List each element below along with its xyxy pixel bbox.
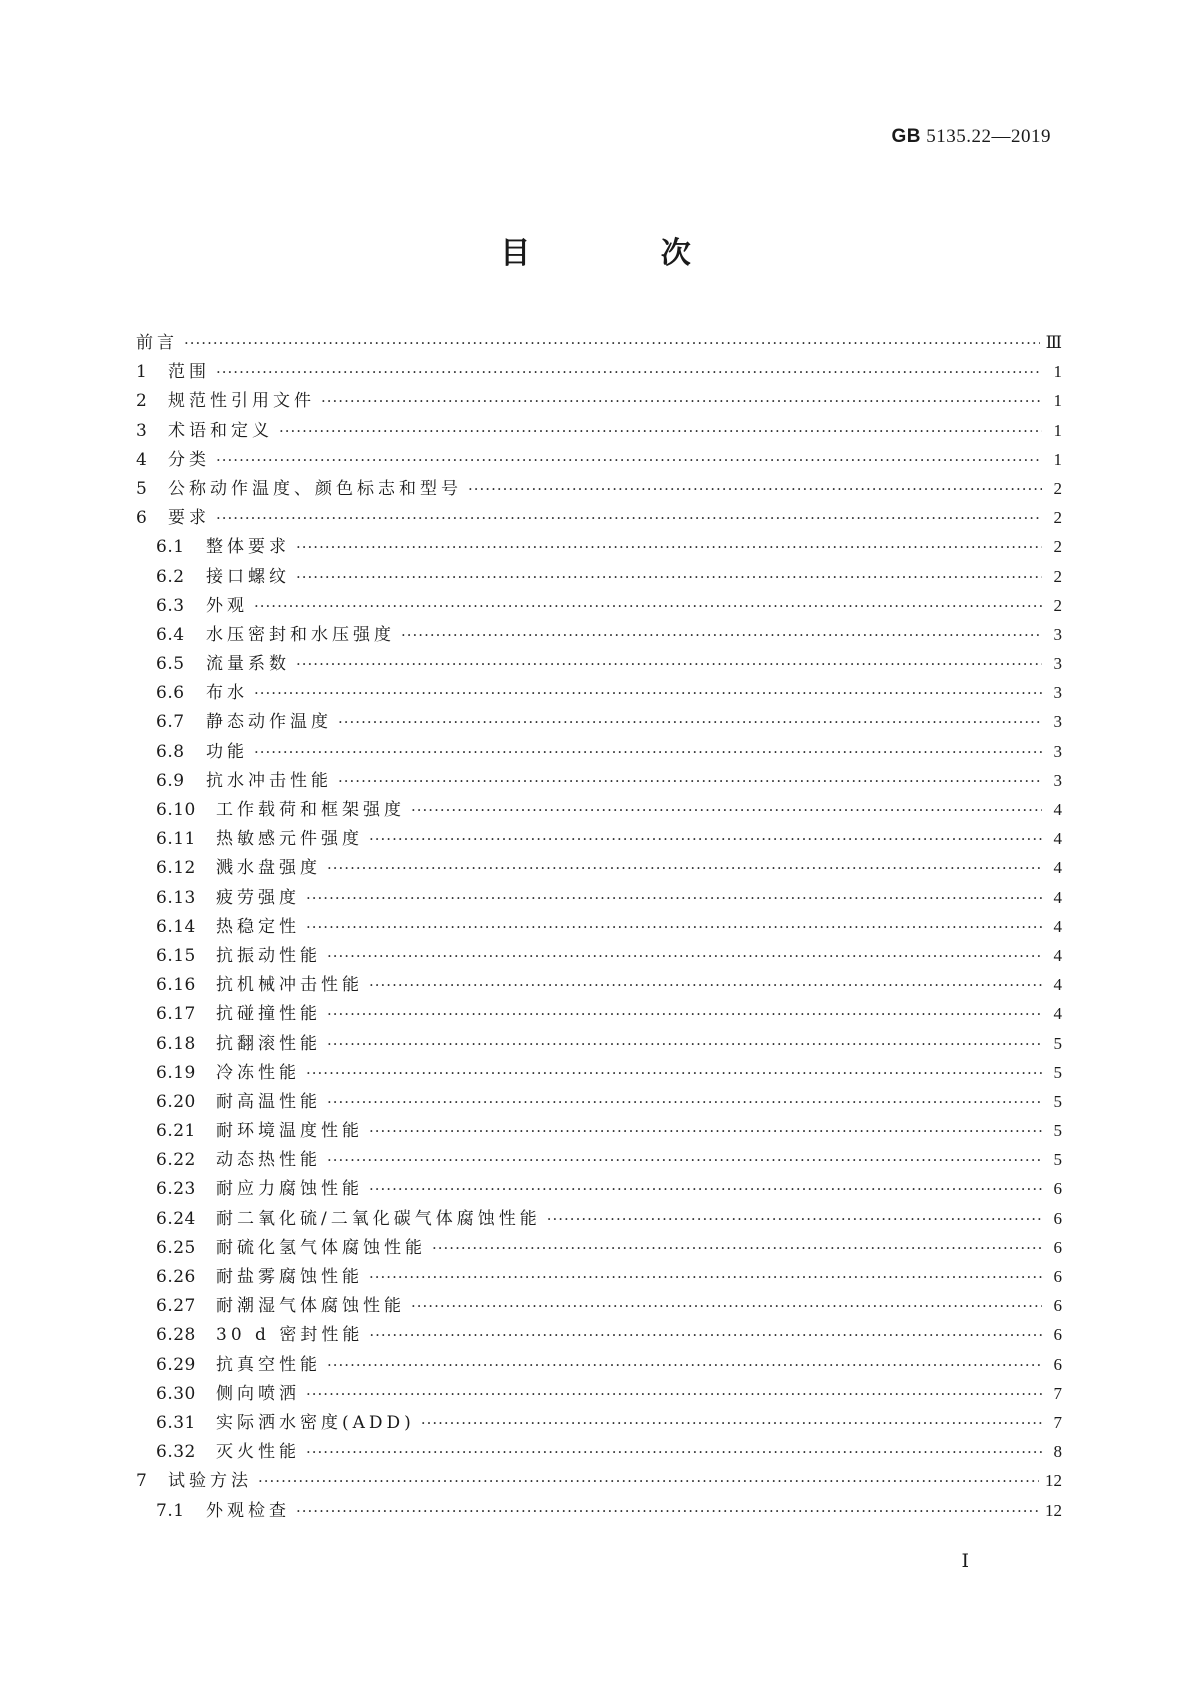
toc-entry[interactable]: [136, 1029, 1062, 1058]
toc-leader-dots: [369, 1175, 1042, 1204]
toc-entry[interactable]: [136, 1496, 1062, 1525]
toc-entry[interactable]: [136, 766, 1062, 795]
toc-leader-dots: [369, 1117, 1042, 1146]
toc-leader-dots: [254, 738, 1042, 767]
toc-entry[interactable]: [136, 1350, 1062, 1379]
toc-entry-page: 7: [1053, 1383, 1062, 1403]
toc-entry-page: 3: [1053, 654, 1062, 674]
toc-entry-number: 6.18: [156, 1033, 196, 1054]
toc-entry-page: 4: [1053, 945, 1062, 965]
toc-entry-number: 2: [136, 391, 148, 412]
toc-entry-number: 6.14: [156, 916, 196, 937]
toc-entry-page: 3: [1053, 741, 1062, 761]
toc-entry-number: 6.21: [156, 1121, 196, 1142]
toc-leader-dots: [327, 942, 1042, 971]
toc-entry-label: 范围: [168, 362, 210, 383]
toc-leader-dots: [216, 504, 1042, 533]
toc-entry-number: 6.27: [156, 1296, 196, 1317]
toc-entry[interactable]: [136, 795, 1062, 824]
toc-entry[interactable]: [136, 1437, 1062, 1466]
toc-entry-page: 6: [1053, 1208, 1062, 1228]
toc-entry-label: 抗碰撞性能: [216, 1004, 321, 1025]
toc-leader-dots: [216, 446, 1042, 475]
toc-leader-dots: [296, 533, 1042, 562]
toc-leader-dots: [401, 621, 1042, 650]
toc-entry-label: 抗真空性能: [216, 1354, 321, 1375]
toc-entry-label: 耐应力腐蚀性能: [216, 1179, 363, 1200]
toc-entry-page: 6: [1053, 1296, 1062, 1316]
toc-entry-page: 7: [1053, 1412, 1062, 1432]
toc-entry-page: 4: [1053, 800, 1062, 819]
toc-entry-number: 5: [136, 478, 148, 499]
toc-entry-number: 6.6: [156, 683, 185, 704]
toc-leader-dots: [216, 358, 1042, 387]
toc-entry[interactable]: [136, 1408, 1062, 1437]
toc-entry-number: 6.23: [156, 1179, 196, 1200]
toc-entry[interactable]: [136, 328, 1062, 357]
toc-entry-page: 3: [1053, 770, 1062, 790]
toc-entry-number: 6.4: [156, 624, 185, 645]
toc-entry-label: 热敏感元件强度: [216, 829, 363, 850]
toc-leader-dots: [432, 1234, 1042, 1263]
toc-entry-page: 3: [1053, 624, 1062, 644]
toc-entry-page: 1: [1053, 449, 1062, 469]
toc-entry-page: 1: [1053, 391, 1062, 411]
toc-leader-dots: [411, 1292, 1042, 1321]
toc-entry[interactable]: [136, 416, 1062, 445]
toc-entry-number: 6.31: [156, 1412, 196, 1433]
toc-entry[interactable]: [136, 562, 1062, 591]
toc-entry-label: 动态热性能: [216, 1150, 321, 1171]
toc-leader-dots: [306, 913, 1042, 942]
toc-entry-number: 6.19: [156, 1062, 196, 1083]
toc-entry-label: 疲劳强度: [216, 887, 300, 908]
toc-leader-dots: [369, 825, 1042, 854]
toc-entry-label: 冷冻性能: [216, 1062, 300, 1083]
toc-entry-number: 6.32: [156, 1442, 196, 1463]
toc-entry-number: 6.10: [156, 800, 196, 820]
toc-entry-number: 6.5: [156, 654, 185, 675]
toc-entry-number: 7: [136, 1471, 148, 1492]
toc-leader-dots: [468, 475, 1042, 504]
toc-entry-page: 1: [1053, 362, 1062, 382]
toc-entry-label: 接口螺纹: [206, 566, 290, 587]
toc-entry-label: 外观检查: [206, 1500, 290, 1521]
toc-entry-number: 6.7: [156, 712, 185, 733]
toc-entry-number: 3: [136, 420, 148, 441]
toc-leader-dots: [327, 1000, 1042, 1029]
toc-entry[interactable]: [136, 824, 1062, 853]
page-title: 目 次: [500, 236, 751, 271]
toc-entry[interactable]: [136, 737, 1062, 766]
toc-leader-dots: [296, 650, 1042, 679]
toc-entry[interactable]: [136, 707, 1062, 736]
toc-entry-label: 布水: [206, 683, 248, 704]
toc-entry-page: 4: [1053, 887, 1062, 907]
toc-leader-dots: [258, 1467, 1039, 1496]
standard-prefix: GB: [891, 126, 921, 147]
toc-leader-dots: [547, 1205, 1042, 1234]
toc-entry-label: 耐潮湿气体腐蚀性能: [216, 1296, 405, 1317]
toc-entry-number: 6.12: [156, 858, 196, 879]
toc-entry-number: 6.16: [156, 975, 196, 996]
table-of-contents: [136, 328, 1062, 1525]
toc-entry-page: 6: [1053, 1325, 1062, 1345]
toc-leader-dots: [338, 767, 1042, 796]
toc-entry-page: 12: [1045, 1471, 1062, 1491]
toc-entry-page: 4: [1053, 975, 1062, 995]
toc-entry[interactable]: [136, 941, 1062, 970]
toc-entry-page: 6: [1053, 1267, 1062, 1286]
toc-entry-number: 6.26: [156, 1267, 196, 1287]
toc-entry-label: 热稳定性: [216, 916, 300, 937]
toc-entry-number: 6.13: [156, 887, 196, 908]
toc-leader-dots: [306, 884, 1042, 913]
toc-entry[interactable]: [136, 386, 1062, 415]
toc-entry-label: 耐环境温度性能: [216, 1121, 363, 1142]
toc-entry-page: 4: [1053, 1004, 1062, 1024]
toc-entry-number: 1: [136, 362, 148, 383]
toc-leader-dots: [306, 1438, 1042, 1467]
toc-entry-label: 耐硫化氢气体腐蚀性能: [216, 1237, 426, 1258]
toc-entry-label: 外观: [206, 595, 248, 616]
toc-entry-number: 6.15: [156, 945, 196, 966]
toc-entry[interactable]: [136, 678, 1062, 707]
toc-entry-number: 6.1: [156, 537, 185, 558]
toc-entry[interactable]: [136, 1174, 1062, 1203]
toc-entry[interactable]: [136, 999, 1062, 1028]
toc-entry[interactable]: [136, 1233, 1062, 1262]
toc-entry-label: 流量系数: [206, 654, 290, 675]
toc-entry-label: 耐盐雾腐蚀性能: [216, 1267, 363, 1287]
toc-leader-dots: [296, 1497, 1039, 1526]
toc-entry-label: 分类: [168, 449, 210, 470]
toc-leader-dots: [279, 417, 1042, 446]
toc-entry[interactable]: [136, 1262, 1062, 1291]
toc-entry[interactable]: [136, 1466, 1062, 1495]
toc-entry-label: 功能: [206, 741, 248, 762]
toc-entry-page: 2: [1053, 566, 1062, 586]
toc-entry-number: 7.1: [156, 1500, 185, 1521]
toc-entry[interactable]: [136, 357, 1062, 386]
toc-entry-label: 抗机械冲击性能: [216, 975, 363, 996]
toc-entry-page: 5: [1053, 1033, 1062, 1053]
toc-entry-label: 前言: [136, 333, 178, 353]
toc-entry-number: 4: [136, 449, 148, 470]
toc-entry[interactable]: [136, 532, 1062, 561]
toc-leader-dots: [184, 329, 1040, 358]
toc-entry-number: 6.3: [156, 595, 185, 616]
toc-entry-number: 6.28: [156, 1325, 196, 1346]
toc-entry[interactable]: [136, 1204, 1062, 1233]
toc-leader-dots: [369, 1263, 1042, 1292]
toc-entry-label: 试验方法: [168, 1471, 252, 1492]
toc-entry-label: 灭火性能: [216, 1442, 300, 1463]
toc-entry[interactable]: [136, 474, 1062, 503]
toc-entry[interactable]: [136, 1116, 1062, 1145]
toc-entry[interactable]: [136, 1379, 1062, 1408]
toc-entry-number: 6.17: [156, 1004, 196, 1025]
toc-entry-label: 耐高温性能: [216, 1091, 321, 1112]
toc-entry[interactable]: [136, 591, 1062, 620]
toc-entry-label: 30 d 密封性能: [216, 1325, 364, 1346]
toc-entry-label: 术语和定义: [168, 420, 273, 441]
toc-entry-page: 12: [1045, 1500, 1062, 1520]
toc-entry-page: 6: [1053, 1237, 1062, 1257]
standard-number: 5135.22—2019: [926, 126, 1051, 147]
toc-entry-page: 5: [1053, 1062, 1062, 1082]
toc-leader-dots: [306, 1059, 1042, 1088]
toc-entry[interactable]: [136, 853, 1062, 882]
toc-entry-page: 4: [1053, 916, 1062, 936]
toc-entry-label: 水压密封和水压强度: [206, 624, 395, 645]
toc-entry[interactable]: [136, 1320, 1062, 1349]
toc-leader-dots: [327, 1088, 1042, 1117]
toc-entry-label: 规范性引用文件: [168, 391, 315, 412]
toc-leader-dots: [327, 854, 1042, 883]
toc-entry-number: 6.30: [156, 1383, 196, 1404]
toc-leader-dots: [369, 1321, 1042, 1350]
toc-leader-dots: [327, 1351, 1042, 1380]
toc-leader-dots: [254, 592, 1042, 621]
toc-entry-page: 3: [1053, 712, 1062, 732]
toc-entry-number: 6.8: [156, 741, 185, 762]
toc-entry-page: 8: [1053, 1442, 1062, 1462]
toc-entry-label: 溅水盘强度: [216, 858, 321, 879]
toc-entry-page: Ⅲ: [1045, 333, 1062, 352]
toc-entry-number: 6: [136, 508, 148, 529]
toc-entry[interactable]: [136, 883, 1062, 912]
toc-entry-label: 抗翻滚性能: [216, 1033, 321, 1054]
toc-entry[interactable]: [136, 970, 1062, 999]
toc-entry-label: 耐二氧化硫/二氧化碳气体腐蚀性能: [216, 1208, 541, 1229]
toc-entry-page: 6: [1053, 1179, 1062, 1199]
toc-leader-dots: [254, 679, 1042, 708]
toc-entry-label: 静态动作温度: [206, 712, 332, 733]
toc-leader-dots: [296, 563, 1042, 592]
toc-entry-page: 4: [1053, 829, 1062, 849]
toc-entry[interactable]: [136, 649, 1062, 678]
toc-entry-page: 4: [1053, 858, 1062, 878]
toc-entry[interactable]: [136, 620, 1062, 649]
toc-leader-dots: [327, 1146, 1042, 1175]
toc-entry-label: 要求: [168, 508, 210, 529]
toc-leader-dots: [327, 1030, 1042, 1059]
toc-leader-dots: [411, 796, 1042, 825]
standard-code: [892, 126, 1052, 148]
toc-entry[interactable]: [136, 1291, 1062, 1320]
toc-entry-number: 6.20: [156, 1091, 196, 1112]
toc-entry-number: 6.22: [156, 1150, 196, 1171]
toc-entry-page: 6: [1053, 1354, 1062, 1374]
toc-leader-dots: [321, 387, 1042, 416]
toc-leader-dots: [306, 1380, 1042, 1409]
toc-leader-dots: [338, 708, 1042, 737]
toc-entry-label: 实际洒水密度(ADD): [216, 1412, 415, 1433]
toc-entry[interactable]: [136, 445, 1062, 474]
toc-entry-number: 6.9: [156, 770, 185, 791]
toc-entry-number: 6.25: [156, 1237, 196, 1258]
toc-entry-label: 公称动作温度、颜色标志和型号: [168, 478, 462, 499]
page-number: Ⅰ: [961, 1551, 969, 1572]
toc-leader-dots: [369, 971, 1042, 1000]
toc-leader-dots: [421, 1409, 1042, 1438]
toc-entry[interactable]: [136, 503, 1062, 532]
toc-entry[interactable]: [136, 1087, 1062, 1116]
toc-entry-page: 5: [1053, 1091, 1062, 1111]
toc-entry-label: 抗水冲击性能: [206, 770, 332, 791]
toc-entry-page: 5: [1053, 1150, 1062, 1170]
toc-entry-page: 2: [1053, 537, 1062, 557]
toc-entry[interactable]: [136, 1058, 1062, 1087]
toc-entry[interactable]: [136, 912, 1062, 941]
toc-entry-label: 整体要求: [206, 537, 290, 558]
toc-entry-number: 6.24: [156, 1208, 196, 1229]
toc-entry-page: 2: [1053, 595, 1062, 615]
toc-entry-page: 2: [1053, 508, 1062, 528]
toc-entry-label: 工作载荷和框架强度: [216, 800, 405, 820]
toc-entry-number: 6.2: [156, 566, 185, 587]
toc-entry-number: 6.11: [156, 829, 196, 850]
toc-entry-page: 1: [1053, 420, 1062, 440]
toc-entry-label: 侧向喷洒: [216, 1383, 300, 1404]
toc-entry-page: 5: [1053, 1121, 1062, 1141]
toc-entry-page: 2: [1053, 478, 1062, 498]
toc-entry-page: 3: [1053, 683, 1062, 703]
toc-entry-label: 抗振动性能: [216, 945, 321, 966]
toc-entry[interactable]: [136, 1145, 1062, 1174]
toc-entry-number: 6.29: [156, 1354, 196, 1375]
